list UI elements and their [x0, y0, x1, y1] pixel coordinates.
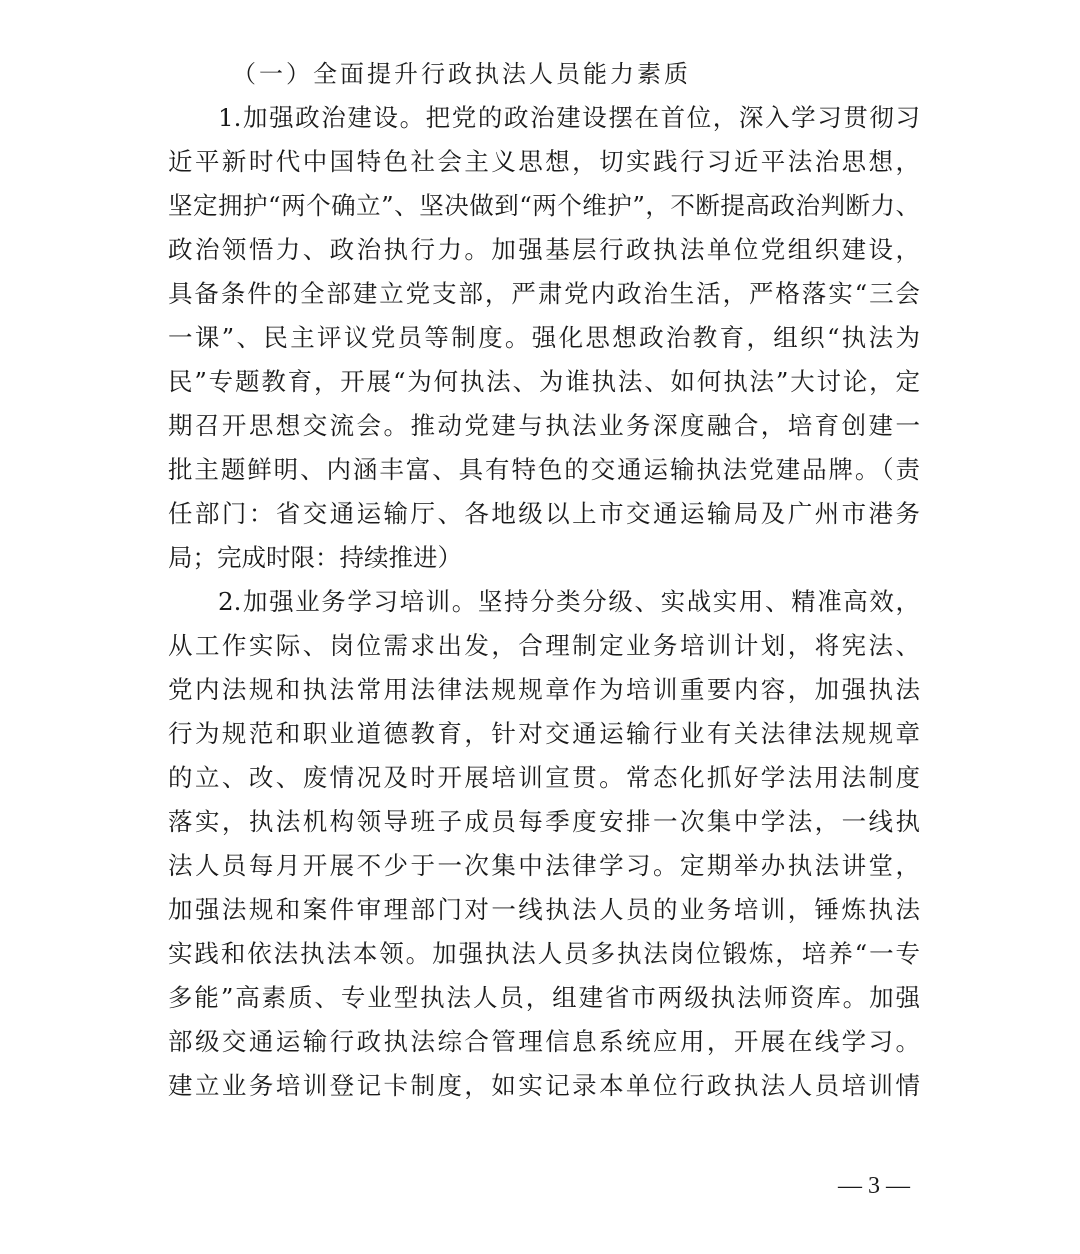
- section-heading: （一）全面提升行政执法人员能力素质: [232, 60, 691, 88]
- paragraph-2-line: 落实，执法机构领导班子成员每季度安排一次集中学法，一线执: [168, 807, 920, 836]
- paragraph-1-line: 坚定拥护“两个确立”、坚决做到“两个维护”，不断提高政治判断力、: [168, 191, 920, 220]
- paragraph-1-line: 任部门：省交通运输厅、各地级以上市交通运输局及广州市港务: [168, 499, 920, 528]
- paragraph-2-line: 建立业务培训登记卡制度，如实记录本单位行政执法人员培训情: [168, 1071, 920, 1100]
- paragraph-1-line: 局；完成时限：持续推进）: [168, 543, 462, 572]
- paragraph-1-line: 近平新时代中国特色社会主义思想，切实践行习近平法治思想，: [168, 147, 920, 176]
- paragraph-1-line: 批主题鲜明、内涵丰富、具有特色的交通运输执法党建品牌。（责: [168, 455, 920, 484]
- paragraph-2-line: 党内法规和执法常用法律法规规章作为培训重要内容，加强执法: [168, 675, 920, 704]
- paragraph-2-line: 行为规范和职业道德教育，针对交通运输行业有关法律法规规章: [168, 719, 920, 748]
- page-number: — 3 —: [838, 1173, 910, 1199]
- paragraph-1-line: 民”专题教育，开展“为何执法、为谁执法、如何执法”大讨论，定: [168, 367, 920, 396]
- paragraph-2-line: 的立、改、废情况及时开展培训宣贯。常态化抓好学法用法制度: [168, 763, 920, 792]
- paragraph-1-line: 政治领悟力、政治执行力。加强基层行政执法单位党组织建设，: [168, 235, 920, 264]
- paragraph-2-line: 实践和依法执法本领。加强执法人员多执法岗位锻炼，培养“一专: [168, 939, 920, 968]
- paragraph-2-line: 多能”高素质、专业型执法人员，组建省市两级执法师资库。加强: [168, 983, 920, 1012]
- paragraph-1-line: 1.加强政治建设。把党的政治建设摆在首位，深入学习贯彻习: [218, 103, 920, 132]
- paragraph-1-line: 具备条件的全部建立党支部，严肃党内政治生活，严格落实“三会: [168, 279, 920, 308]
- paragraph-2-line: 2.加强业务学习培训。坚持分类分级、实战实用、精准高效，: [218, 587, 920, 616]
- paragraph-1-line: 一课”、民主评议党员等制度。强化思想政治教育，组织“执法为: [168, 323, 920, 352]
- paragraph-2-line: 加强法规和案件审理部门对一线执法人员的业务培训，锤炼执法: [168, 895, 920, 924]
- paragraph-1-line: 期召开思想交流会。推动党建与执法业务深度融合，培育创建一: [168, 411, 920, 440]
- paragraph-2-line: 部级交通运输行政执法综合管理信息系统应用，开展在线学习。: [168, 1027, 920, 1056]
- paragraph-2-line: 从工作实际、岗位需求出发，合理制定业务培训计划，将宪法、: [168, 631, 920, 660]
- paragraph-2-line: 法人员每月开展不少于一次集中法律学习。定期举办执法讲堂，: [168, 851, 920, 880]
